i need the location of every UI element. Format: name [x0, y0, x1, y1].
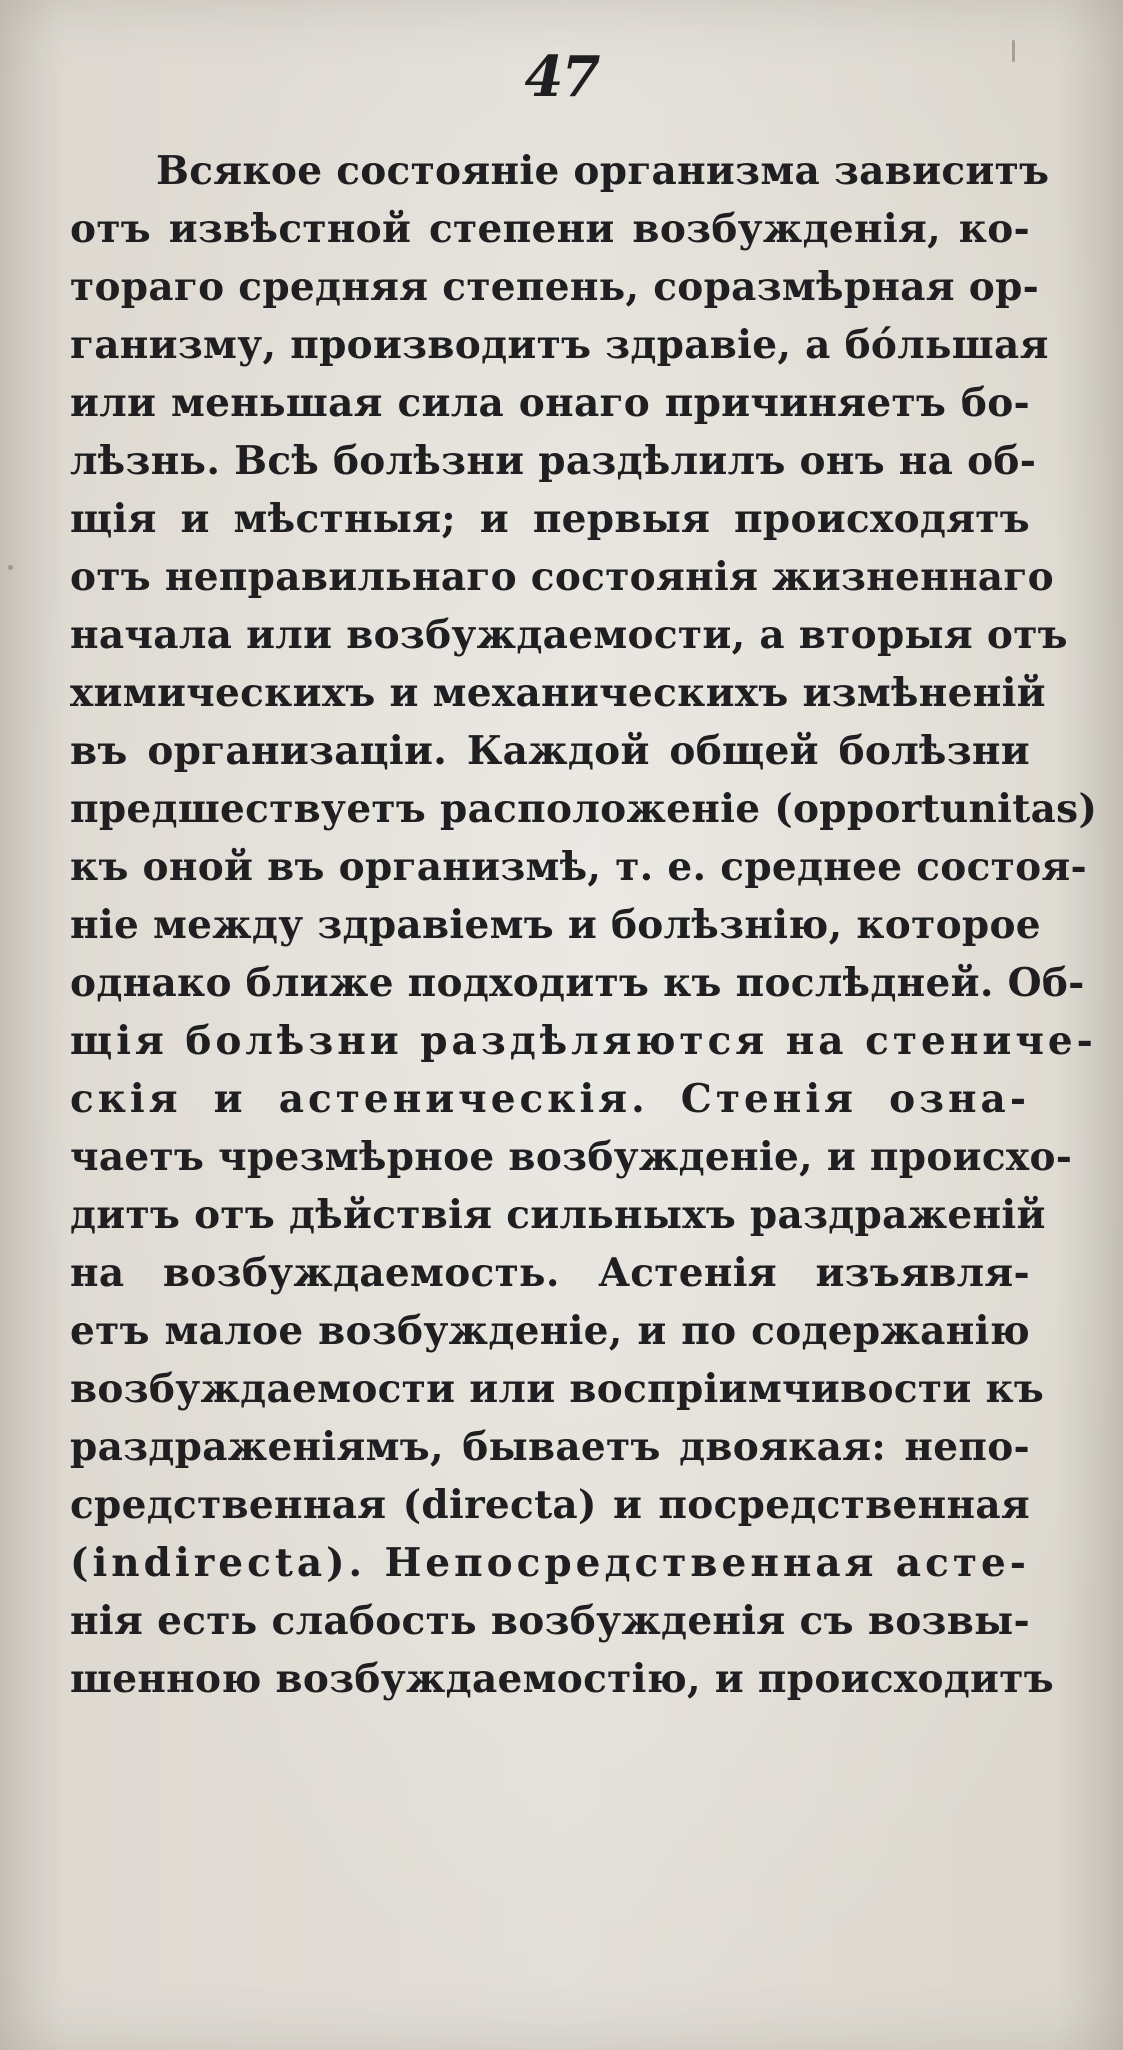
text-line: тораго средняя степень, соразмѣрная ор-	[70, 264, 1040, 310]
text-line: дитъ отъ дѣйствія сильныхъ раздраженій	[70, 1192, 1046, 1238]
text-line: Всякое состояніе организма зависитъ	[156, 148, 1050, 194]
text-line: отъ неправильнаго состоянія жизненнаго	[70, 554, 1054, 600]
text-line: (indirecta). Непосредственная асте-	[70, 1540, 1030, 1586]
text-line: ніе между здравіемъ и болѣзнію, которое	[70, 902, 1041, 948]
text-line: къ оной въ организмѣ, т. е. среднее состоя-	[70, 844, 1088, 890]
text-line: однако ближе подходитъ къ послѣдней. Об-	[70, 960, 1085, 1006]
text-line: раздраженіямъ, бываетъ двоякая: непо-	[70, 1424, 1030, 1470]
text-line: щія болѣзни раздѣляются на стениче-	[70, 1018, 1097, 1064]
text-line: етъ малое возбужденіе, и по содержанію	[70, 1308, 1030, 1354]
paper-speck	[8, 565, 13, 570]
text-line: возбуждаемости или воспріимчивости къ	[70, 1366, 1045, 1412]
text-line: шенною возбуждаемостію, и происходитъ	[70, 1656, 1054, 1702]
text-line: на возбуждаемость. Астенія изъявля-	[70, 1250, 1030, 1296]
text-line: скія и астеническія. Стенія озна-	[70, 1076, 1030, 1122]
page-number: 47	[524, 44, 599, 110]
text-line: въ организаціи. Каждой общей болѣзни	[70, 728, 1030, 774]
text-line: лѣзнь. Всѣ болѣзни раздѣлилъ онъ на об-	[70, 438, 1037, 484]
text-line: чаетъ чрезмѣрное возбужденіе, и происхо-	[70, 1134, 1073, 1180]
text-line: щія и мѣстныя; и первыя происходятъ	[70, 496, 1030, 542]
text-line: химическихъ и механическихъ измѣненій	[70, 670, 1046, 716]
text-line: предшествуетъ расположеніе (opportunitas)	[70, 786, 1098, 832]
body-text	[70, 142, 1098, 1708]
text-line: нія есть слабость возбужденія съ возвы-	[70, 1598, 1030, 1644]
text-line: начала или возбуждаемости, а вторыя отъ	[70, 612, 1068, 658]
text-line: средственная (directa) и посредственная	[70, 1482, 1030, 1528]
text-line: или меньшая сила онаго причиняетъ бо-	[70, 380, 1030, 426]
text-line: ганизму, производитъ здравіе, а бо́льшая	[70, 322, 1049, 368]
text-line: отъ извѣстной степени возбужденія, ко-	[70, 206, 1030, 252]
